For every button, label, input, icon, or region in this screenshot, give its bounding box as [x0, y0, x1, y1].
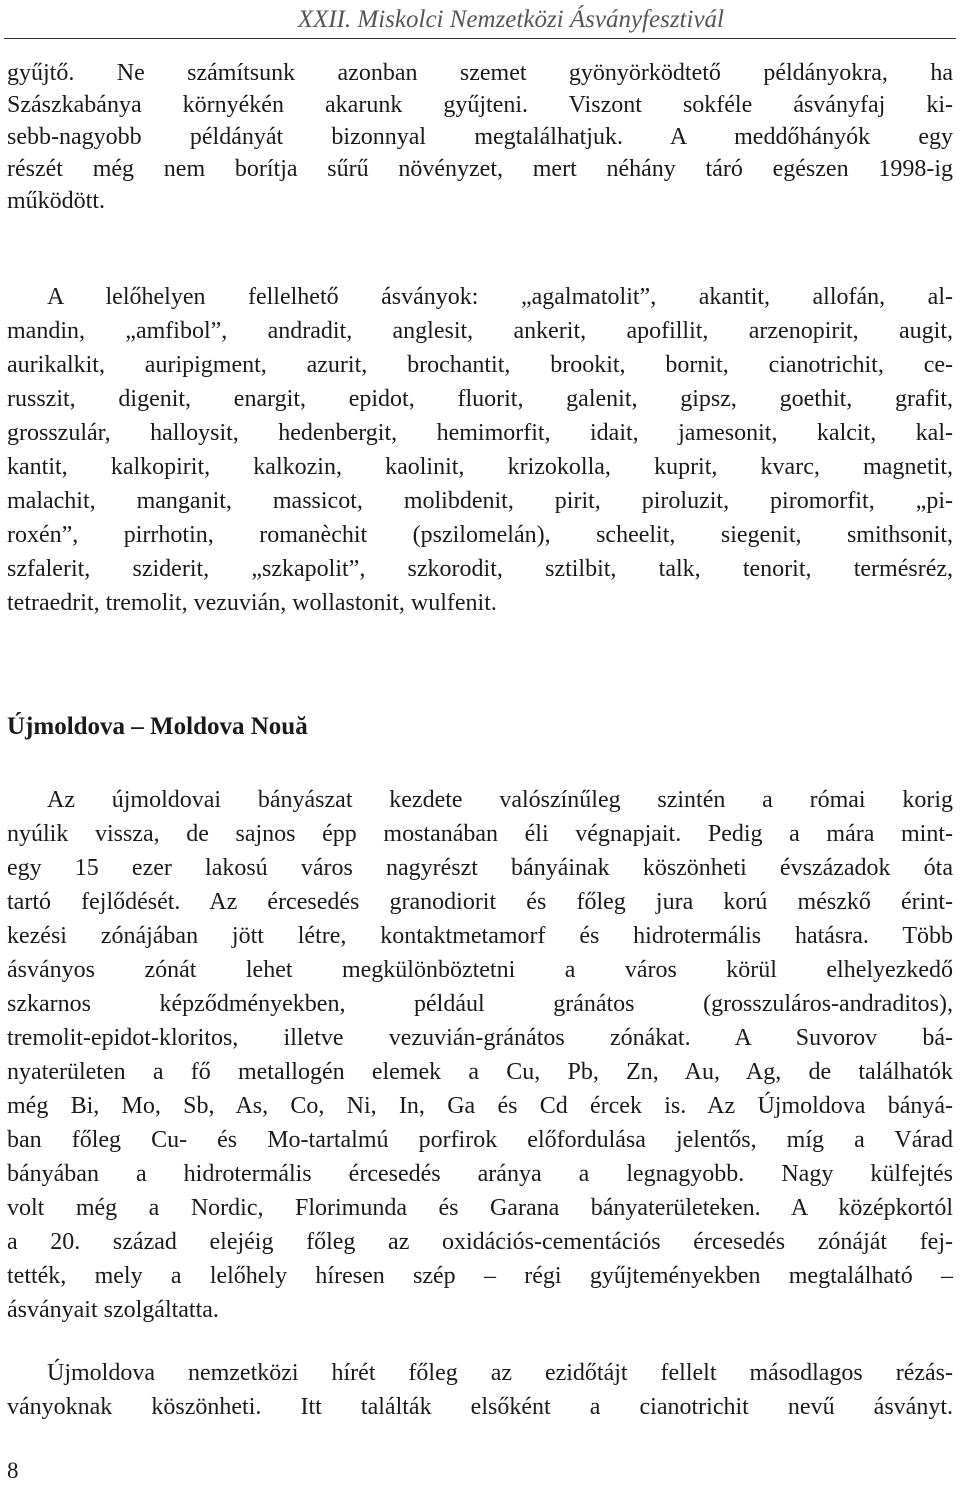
- text-line: szkarnos képződményekben, például gránátos (grosszuláros-andraditos),: [7, 991, 953, 1017]
- text-line: A lelőhelyen fellelhető ásványok: „agalmatolit”, akantit, allofán, al-: [47, 284, 953, 310]
- text-line: mandin, „amfibol”, andradit, anglesit, ankerit, apofillit, arzenopirit, augit,: [7, 318, 953, 344]
- text-line: ásványait szolgáltatta.: [7, 1297, 219, 1323]
- text-line: Szászkabánya környékén akarunk gyűjteni. Viszont sokféle ásványfaj ki-: [7, 92, 953, 118]
- text-line: volt még a Nordic, Florimunda és Garana bányaterületeken. A középkortól: [7, 1195, 953, 1221]
- text-line: russzit, digenit, enargit, epidot, fluorit, galenit, gipsz, goethit, grafit,: [7, 386, 953, 412]
- text-line: kantit, kalkopirit, kalkozin, kaolinit, krizokolla, kuprit, kvarc, magnetit,: [7, 454, 953, 480]
- text-line: működött.: [7, 188, 106, 214]
- text-line: sebb-nagyobb példányát bizonnyal megtalálhatjuk. A meddőhányók egy: [7, 124, 953, 150]
- text-line: ásványos zónát lehet megkülönböztetni a város körül elhelyezkedő: [7, 957, 953, 983]
- text-line: kezési zónájában jött létre, kontaktmetamorf és hidrotermális hatásra. Több: [7, 923, 953, 949]
- text-line: malachit, manganit, massicot, molibdenit, pirit, piroluzit, piromorfit, „pi-: [7, 488, 953, 514]
- text-line: egy 15 ezer lakosú város nagyrészt bányáinak köszönheti évszázadok óta: [7, 855, 953, 881]
- minerals-paragraph: [7, 280, 953, 620]
- text-line: tremolit-epidot-kloritos, illetve vezuvián-gránátos zónákat. A Suvorov bá-: [7, 1025, 953, 1051]
- text-line: tették, mely a lelőhely híresen szép – régi gyűjteményekben megtalálható –: [7, 1263, 953, 1289]
- text-line: ban főleg Cu- és Mo-tartalmú porfirok előfordulása jelentős, míg a Várad: [7, 1127, 953, 1153]
- text-line: részét még nem borítja sűrű növényzet, mert néhány táró egészen 1998-ig: [7, 156, 953, 182]
- page-number: 8: [7, 1458, 19, 1483]
- text-line: gyűjtő. Ne számítsunk azonban szemet gyönyörködtető példányokra, ha: [7, 60, 953, 86]
- text-line: ványoknak köszönheti. Itt találták elsőként a cianotrichit nevű ásványt.: [7, 1394, 953, 1420]
- text-line: szfalerit, sziderit, „szkapolit”, szkorodit, sztilbit, talk, tenorit, termésréz,: [7, 556, 953, 582]
- moldova-paragraph-2: [7, 1356, 953, 1424]
- header-rule: [4, 38, 956, 39]
- text-line: Újmoldova nemzetközi hírét főleg az ezidőtájt fellelt másodlagos rézás-: [47, 1360, 953, 1386]
- text-line: bányában a hidrotermális ércesedés aránya a legnagyobb. Nagy külfejtés: [7, 1161, 953, 1187]
- running-header-title: XXII. Miskolci Nemzetközi Ásványfesztivál: [297, 6, 724, 33]
- text-line: nyaterületen a fő metallogén elemek a Cu, Pb, Zn, Au, Ag, de találhatók: [7, 1059, 953, 1085]
- text-line: aurikalkit, auripigment, azurit, brochantit, brookit, bornit, cianotrichit, ce-: [7, 352, 953, 378]
- text-line: roxén”, pirrhotin, romanèchit (pszilomelán), scheelit, siegenit, smithsonit,: [7, 522, 953, 548]
- text-line: a 20. század elejéig főleg az oxidációs-cementációs ércesedés zónáját fej-: [7, 1229, 953, 1255]
- text-line: tartó fejlődését. Az ércesedés granodiorit és főleg jura korú mészkő érint-: [7, 889, 953, 915]
- text-line: tetraedrit, tremolit, vezuvián, wollastonit, wulfenit.: [7, 590, 497, 616]
- section-heading: Újmoldova – Moldova Nouă: [7, 713, 308, 740]
- moldova-paragraph-1: [7, 783, 953, 1327]
- intro-paragraph: [7, 57, 953, 217]
- text-line: még Bi, Mo, Sb, As, Co, Ni, In, Ga és Cd ércek is. Az Újmoldova bányá-: [7, 1093, 953, 1119]
- text-line: grosszulár, halloysit, hedenbergit, hemimorfit, idait, jamesonit, kalcit, kal-: [7, 420, 953, 446]
- text-line: nyúlik vissza, de sajnos épp mostanában éli végnapjait. Pedig a mára mint-: [7, 821, 953, 847]
- text-line: Az újmoldovai bányászat kezdete valószínűleg szintén a római korig: [47, 787, 953, 813]
